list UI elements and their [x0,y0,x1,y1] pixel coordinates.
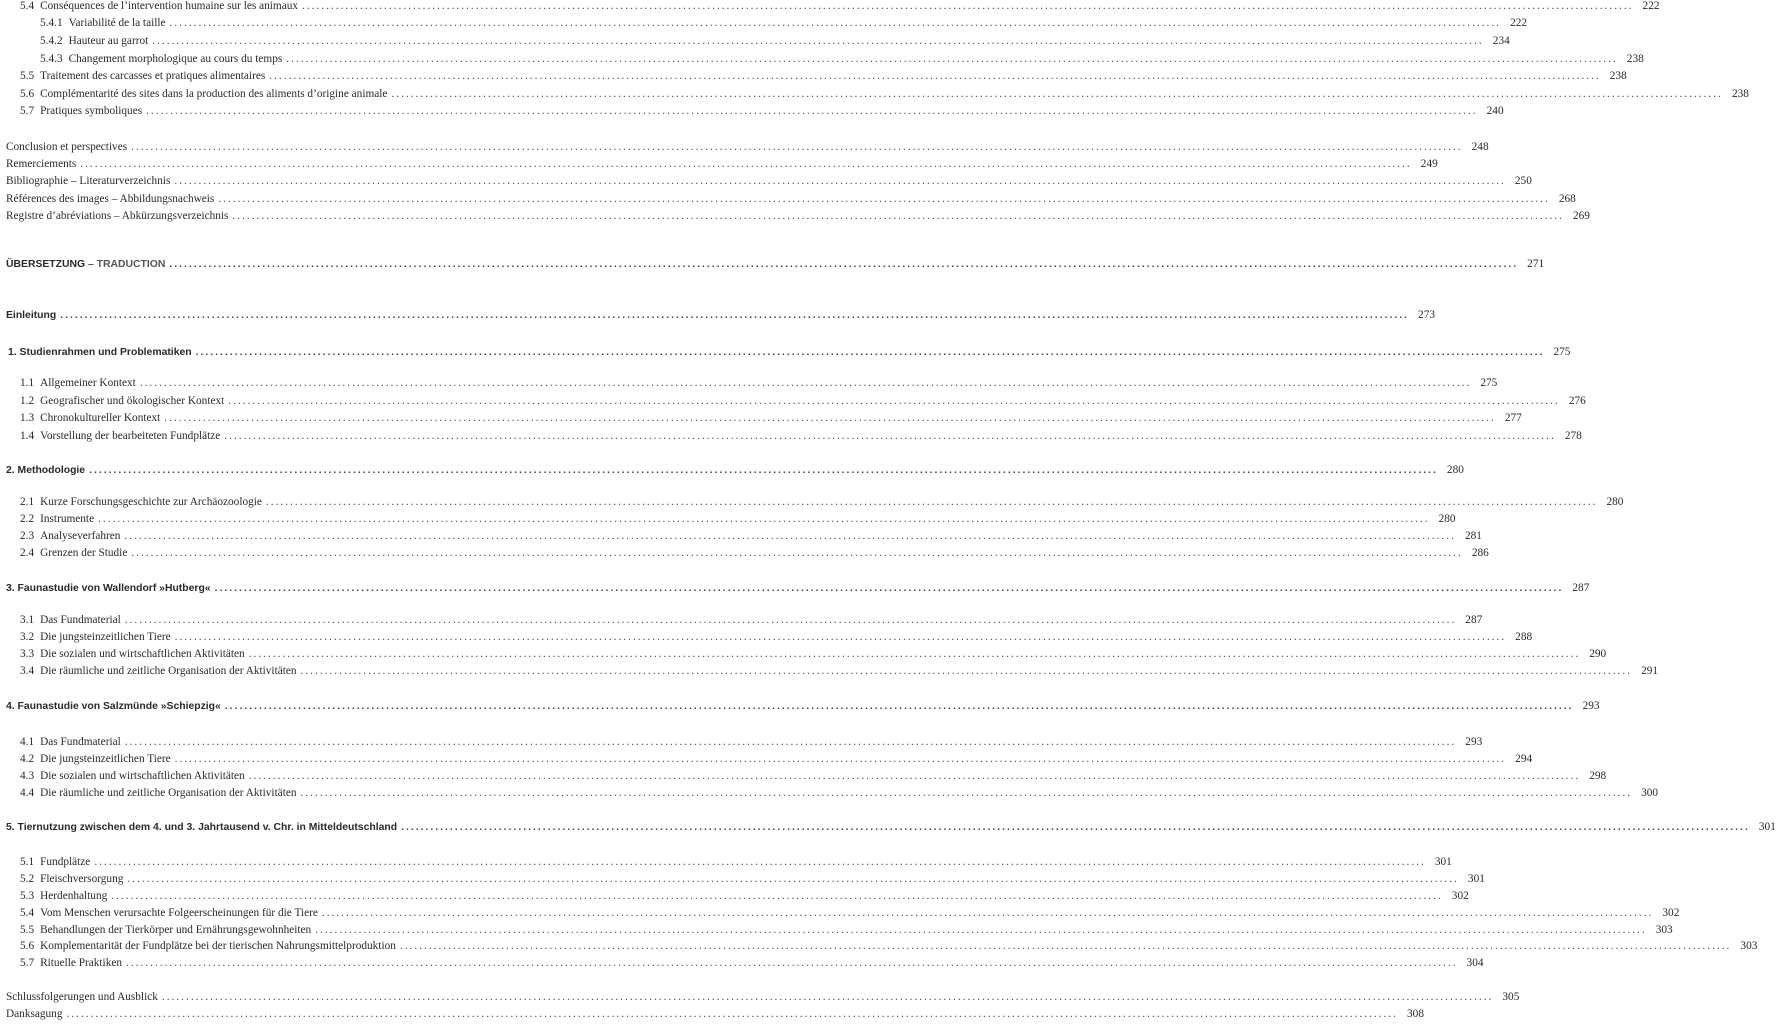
leader-dots [175,631,1506,643]
leader-dots [225,701,1574,712]
leader-dots [302,0,1633,12]
entry-page: 269 [1572,210,1590,222]
entry-page: 281 [1464,530,1482,542]
entry-title: Die sozialen und wirtschaftlichen Aktivitäten [40,770,245,782]
entry-page: 238 [1626,53,1644,65]
entry-page: 301 [1467,873,1485,885]
entry-number: 5.5 [20,924,35,936]
entry-title: Einleitung [6,310,57,321]
entry-title: Vorstellung der bearbeiteten Fundplätze [40,430,221,442]
entry-page: 287 [1465,614,1483,626]
entry-title: Schlussfolgerungen und Ausblick [6,991,158,1003]
toc-chapter-heading[interactable] [6,309,1435,321]
leader-dots [80,158,1411,170]
leader-dots [228,395,1559,407]
entry-title: Conclusion et perspectives [6,141,128,153]
leader-dots [175,753,1506,765]
leader-dots [266,496,1597,508]
entry-title: Fundplätze [40,856,91,868]
entry-page: 301 [1758,821,1776,833]
entry-title: Instrumente [40,513,95,525]
leader-dots [146,105,1477,117]
toc-entry[interactable] [20,940,1758,952]
entry-page: 234 [1492,35,1510,47]
toc-chapter-heading[interactable] [6,582,1590,594]
part-title-fr: – TRADUCTION [87,259,166,270]
entry-page: 288 [1515,631,1533,643]
toc-entry[interactable] [20,0,1660,12]
entry-page: 280 [1446,464,1464,476]
leader-dots [401,822,1750,833]
toc-entry[interactable] [20,873,1485,885]
leader-dots [66,1008,1397,1020]
entry-title: Die räumliche und zeitliche Organisation der Aktivitäten [40,787,297,799]
entry-number: 5.4 [20,0,35,12]
leader-dots [126,957,1457,969]
toc-entry[interactable] [20,88,1749,100]
leader-dots [164,412,1495,424]
entry-title: Die räumliche und zeitliche Organisation der Aktivitäten [40,665,297,677]
toc-entry[interactable] [20,665,1659,677]
toc-entry[interactable] [20,412,1522,424]
entry-title: Chronokultureller Kontext [40,412,161,424]
leader-dots [127,873,1458,885]
entry-title: Die jungsteinzeitlichen Tiere [40,753,171,765]
entry-title: Pratiques symboliques [40,105,143,117]
leader-dots [124,530,1455,542]
leader-dots [249,770,1580,782]
toc-entry[interactable] [20,957,1484,969]
entry-number: 5.7 [20,957,35,969]
toc-entry[interactable] [6,158,1438,170]
toc-entry[interactable] [20,736,1483,748]
entry-title: Das Fundmaterial [40,736,121,748]
entry-page: 273 [1418,309,1435,321]
entry-number: 4.2 [20,753,35,765]
leader-dots [111,890,1442,902]
entry-page: 240 [1486,105,1504,117]
entry-page: 238 [1731,88,1749,100]
entry-number: 4.4 [20,787,35,799]
leader-dots [218,193,1549,205]
leader-dots [286,53,1617,65]
toc-entry[interactable] [6,991,1520,1003]
entry-number: 5.2 [20,873,35,885]
entry-number: 1.3 [20,412,35,424]
entry-title: Bibliographie – Literaturverzeichnis [6,175,171,187]
entry-title: Traitement des carcasses et pratiques alimentaires [40,70,266,82]
leader-dots [232,210,1563,222]
entry-number: 2.4 [20,547,35,559]
entry-title: Die jungsteinzeitlichen Tiere [40,631,171,643]
entry-number: 1.2 [20,395,35,407]
entry-number: 3.2 [20,631,35,643]
leader-dots [196,347,1545,358]
entry-title: Herdenhaltung [40,890,108,902]
entry-title: 2. Methodologie [6,465,86,476]
entry-title: Rituelle Praktiken [40,957,123,969]
leader-dots [125,736,1456,748]
toc-entry[interactable] [20,430,1582,442]
entry-title: Changement morphologique au cours du temps [68,53,283,65]
leader-dots [391,88,1722,100]
entry-title: Die sozialen und wirtschaftlichen Aktivitäten [40,648,245,660]
toc-entry[interactable] [20,753,1533,765]
entry-page: 286 [1471,547,1489,559]
entry-number: 2.3 [20,530,35,542]
entry-page: 304 [1466,957,1484,969]
toc-entry[interactable] [20,70,1627,82]
entry-page: 275 [1553,346,1571,358]
entry-page: 302 [1662,907,1680,919]
entry-title: Registre d’abréviations – Abkürzungsverzeichnis [6,210,229,222]
entry-number: 1.4 [20,430,35,442]
leader-dots [174,175,1505,187]
leader-dots [152,35,1483,47]
entry-page: 248 [1471,141,1489,153]
entry-title: Komplementarität der Fundplätze bei der tierischen Nahrungsmittelproduktion [40,940,396,952]
leader-dots [94,856,1425,868]
entry-number: 5.7 [20,105,35,117]
entry-page: 293 [1465,736,1483,748]
entry-number: 5.6 [20,940,35,952]
entry-number: 5.4 [20,907,35,919]
toc-entry[interactable] [20,907,1680,919]
toc-entry[interactable] [40,35,1510,47]
toc-entry[interactable] [6,175,1532,187]
entry-number: 4.1 [20,736,35,748]
leader-dots [322,907,1653,919]
entry-title: Geografischer und ökologischer Kontext [40,395,225,407]
entry-title: Hauteur au garrot [68,35,149,47]
entry-page: 308 [1407,1008,1424,1020]
toc-entry[interactable] [20,648,1607,660]
entry-title: 1. Studienrahmen und Problematiken [8,347,192,358]
entry-title: Das Fundmaterial [40,614,121,626]
toc-entry[interactable] [6,193,1576,205]
entry-title: Behandlungen der Tierkörper und Ernährungsgewohnheiten [40,924,312,936]
toc-entry[interactable] [40,53,1644,65]
toc-entry[interactable] [20,890,1469,902]
leader-dots [315,924,1646,936]
entry-number: 2.1 [20,496,35,508]
entry-title: Fleischversorgung [40,873,124,885]
leader-dots [131,141,1462,153]
toc-chapter-heading[interactable] [8,346,1571,358]
entry-number: 5.4.3 [40,53,63,65]
entry-title: Vom Menschen verursachte Folgeerscheinungen für die Tiere [40,907,318,919]
entry-page: 291 [1641,665,1659,677]
entry-page: 280 [1438,513,1456,525]
toc-entry[interactable] [6,141,1489,153]
leader-dots [269,70,1600,82]
toc-entry[interactable] [20,377,1498,389]
entry-number: 5.1 [20,856,35,868]
toc-entry[interactable] [20,787,1659,799]
entry-page: 276 [1568,395,1586,407]
entry-number: 2.2 [20,513,35,525]
toc-entry[interactable] [20,395,1586,407]
entry-page: 294 [1515,753,1533,765]
leader-dots [301,787,1632,799]
leader-dots [400,940,1731,952]
toc-entry[interactable] [20,530,1482,542]
leader-dots [89,465,1438,476]
entry-title: 3. Faunastudie von Wallendorf »Hutberg« [6,583,211,594]
entry-title: Remerciements [6,158,77,170]
entry-title: Allgemeiner Kontext [40,377,136,389]
leader-dots [249,648,1580,660]
entry-number: 5.6 [20,88,35,100]
entry-page: 302 [1451,890,1469,902]
entry-page: 303 [1740,940,1758,952]
toc-entry[interactable] [6,210,1590,222]
toc-entry[interactable] [20,924,1673,936]
entry-page: 278 [1564,430,1582,442]
toc-entry[interactable] [20,856,1452,868]
toc-entry[interactable] [20,496,1624,508]
entry-page: 298 [1589,770,1607,782]
toc-entry[interactable] [40,17,1528,29]
leader-dots [169,259,1518,270]
entry-title: 4. Faunastudie von Salzmünde »Schiepzig« [6,701,221,712]
leader-dots [215,583,1564,594]
entry-page: 300 [1641,787,1659,799]
entry-title: Références des images – Abbildungsnachweis [6,193,215,205]
entry-page: 301 [1434,856,1452,868]
entry-page: 275 [1480,377,1498,389]
entry-title: Danksagung [6,1008,63,1020]
leader-dots [224,430,1555,442]
entry-title: Variabilité de la taille [68,17,166,29]
toc-entry[interactable] [20,547,1489,559]
leader-dots [125,614,1456,626]
toc-chapter-heading[interactable] [6,821,1776,833]
entry-page: 305 [1502,991,1520,1003]
leader-dots [170,17,1501,29]
toc-chapter-heading[interactable] [6,700,1600,712]
entry-page: 238 [1609,70,1627,82]
entry-number: 5.5 [20,70,35,82]
leader-dots [60,310,1409,321]
toc-entry[interactable] [6,1008,1424,1020]
entry-number: 5.4.1 [40,17,63,29]
entry-page: 287 [1572,582,1590,594]
entry-page: 222 [1510,17,1528,29]
entry-title: Analyseverfahren [40,530,121,542]
entry-page: 249 [1420,158,1438,170]
entry-page: 222 [1642,0,1660,12]
entry-page: 303 [1655,924,1673,936]
entry-page: 293 [1582,700,1600,712]
entry-number: 3.4 [20,665,35,677]
toc-entry[interactable] [20,631,1533,643]
leader-dots [301,665,1632,677]
entry-number: 4.3 [20,770,35,782]
entry-title: 5. Tiernutzung zwischen dem 4. und 3. Jahrtausend v. Chr. in Mitteldeutschland [6,822,398,833]
entry-number: 3.1 [20,614,35,626]
toc-chapter-heading[interactable] [6,464,1464,476]
entry-page: 280 [1606,496,1624,508]
entry-page: 277 [1504,412,1522,424]
entry-number: 1.1 [20,377,35,389]
part-heading[interactable] [6,258,1545,270]
leader-dots [140,377,1471,389]
leader-dots [131,547,1462,559]
leader-dots [162,991,1493,1003]
entry-number: 5.3 [20,890,35,902]
toc-entry[interactable] [20,770,1607,782]
leader-dots [98,513,1429,525]
entry-number: 3.3 [20,648,35,660]
entry-page: 250 [1514,175,1532,187]
part-title-de: ÜBERSETZUNG [6,259,86,270]
entry-number: 5.4.2 [40,35,63,47]
entry-page: 268 [1558,193,1576,205]
toc-entry[interactable] [20,105,1504,117]
entry-title: Grenzen der Studie [40,547,128,559]
entry-title: Conséquences de l’intervention humaine sur les animaux [40,0,299,12]
toc-entry[interactable] [20,614,1483,626]
entry-title: Kurze Forschungsgeschichte zur Archäozoologie [40,496,262,508]
entry-page: 290 [1589,648,1607,660]
toc-entry[interactable] [20,513,1456,525]
entry-title: Complémentarité des sites dans la production des aliments d’origine animale [40,88,388,100]
entry-page: 271 [1527,258,1545,270]
